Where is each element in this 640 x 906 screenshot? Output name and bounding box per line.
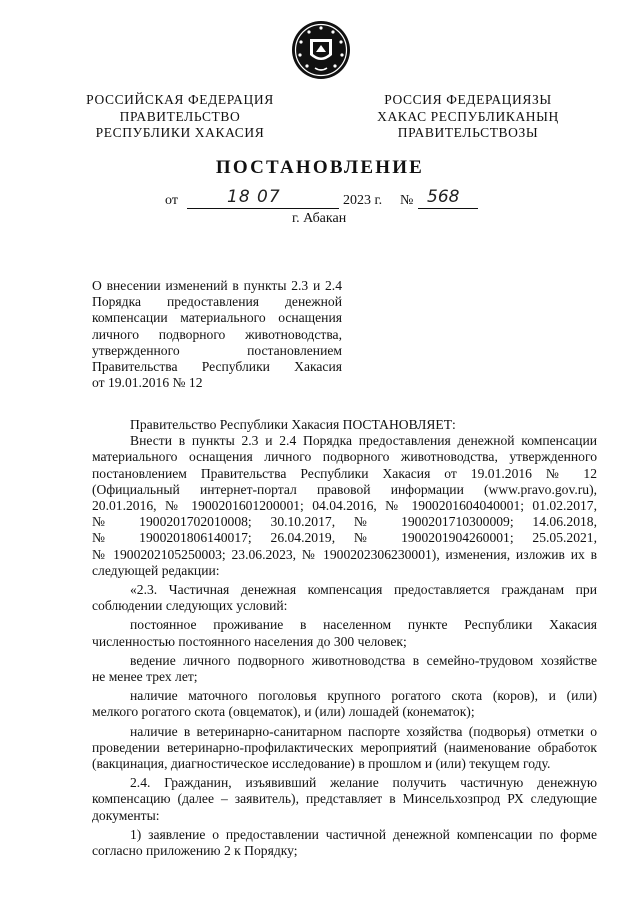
- body-line: следующей редакции:: [92, 562, 220, 578]
- paragraph-2-3: [92, 582, 597, 614]
- header-right-line: РОССИЯ ФЕДЕРАЦИЯЗЫ: [384, 92, 552, 107]
- paragraph-2-4: [92, 775, 597, 824]
- body-line: документы:: [92, 807, 160, 823]
- body-line: 1) заявление о предоставлении частичной денежной компенсации по форме: [130, 826, 597, 842]
- body-line: проведении ветеринарно-профилактических мероприятий (наименование обработок: [92, 739, 597, 755]
- body-line: материального оснащения личного подворного животноводства, утвержденного: [92, 449, 597, 465]
- document-city: г. Абакан: [292, 211, 347, 226]
- header-left-line: РОССИЙСКАЯ ФЕДЕРАЦИЯ: [86, 92, 274, 107]
- body-line: мелкого рогатого скота (овцематок), и (или) лошадей (конематок);: [92, 704, 475, 720]
- condition-residence: [92, 617, 597, 649]
- body-intro: Правительство Республики Хакасия ПОСТАНОВЛЯЕТ:: [130, 417, 456, 432]
- document-subject: [92, 278, 342, 391]
- document-title: ПОСТАНОВЛЕНИЕ: [215, 157, 425, 178]
- body-line: № 1900201806140017; 26.04.2019, № 1900201904260001; 25.05.2021,: [92, 530, 597, 546]
- body-line: компенсацию (далее – заявитель), представляет в Минсельхозпрод РХ следующие: [92, 791, 597, 807]
- handwritten-date: 18 07: [227, 187, 281, 207]
- header-russian: [80, 92, 280, 142]
- body-line: согласно приложению 2 к Порядку;: [92, 843, 298, 859]
- republic-coat-of-arms-icon: [290, 19, 352, 81]
- subject-line: утвержденного постановлением: [92, 342, 342, 358]
- condition-livestock-years: [92, 653, 597, 685]
- body-line: ведение личного подворного животноводства в семейно-трудовом хозяйстве: [130, 652, 597, 668]
- subject-line: от 19.01.2016 № 12: [92, 375, 203, 391]
- condition-breeding-stock: [92, 688, 597, 720]
- body-line: № 1900202105250003; 23.06.2023, № 1900202306230001), изменения, изложив их в: [92, 546, 597, 562]
- body-line: 20.01.2016, № 1900201601200001; 04.04.2016, № 1900201604040001; 01.02.2017,: [92, 498, 597, 514]
- number-label: №: [400, 193, 414, 208]
- subject-line: Правительства Республики Хакасия: [92, 359, 342, 375]
- subject-line: Порядка предоставления денежной: [92, 294, 342, 310]
- subject-line: личного подворного животноводства,: [92, 326, 342, 342]
- body-line: наличие маточного поголовья крупного рогатого скота (коров), и (или): [130, 688, 597, 704]
- body-line: (Официальный интернет-портал правовой информации (www.pravo.gov.ru),: [92, 481, 597, 497]
- date-prefix: от: [165, 193, 178, 208]
- condition-veterinary: [92, 724, 597, 773]
- body-line: № 1900201702010008; 30.10.2017, № 1900201710300009; 14.06.2018,: [92, 514, 597, 530]
- body-line: постоянное проживание в населенном пункте Республики Хакасия: [130, 617, 597, 633]
- number-underline: [418, 208, 478, 209]
- document-body: [92, 417, 597, 859]
- header-right-line: ХАКАС РЕСПУБЛИКАНЫҢ: [377, 108, 559, 124]
- subject-line: О внесении изменений в пункты 2.3 и 2.4: [92, 278, 342, 293]
- body-line: 2.4. Гражданин, изъявивший желание получить частичную денежную: [130, 775, 597, 791]
- body-line: (вакцинация, диагностическое исследование) в прошлом и (или) текущем году.: [92, 756, 551, 772]
- body-line: соблюдении следующих условий:: [92, 598, 288, 614]
- subject-line: компенсации материального оснащения: [92, 310, 342, 326]
- body-line: «2.3. Частичная денежная компенсация предоставляется гражданам при: [130, 582, 597, 598]
- header-right-line: ПРАВИТЕЛЬСТВОЗЫ: [397, 125, 539, 140]
- body-line: не менее трех лет;: [92, 669, 198, 685]
- document-item-1: [92, 827, 597, 859]
- handwritten-number: 568: [427, 187, 460, 207]
- body-line: наличие в ветеринарно-санитарном паспорте хозяйства (подворья) отметки о: [130, 723, 597, 739]
- header-left-line: ПРАВИТЕЛЬСТВО: [119, 108, 241, 124]
- header-left-line: РЕСПУБЛИКИ ХАКАСИЯ: [95, 125, 265, 140]
- body-line: численностью постоянного населения до 300 человек;: [92, 633, 407, 649]
- date-underline: [187, 208, 339, 209]
- header-khakas: [368, 92, 568, 142]
- document-year: 2023 г.: [343, 193, 383, 208]
- paragraph-amendment: [92, 433, 597, 579]
- body-line: постановлением Правительства Республики Хакасия от 19.01.2016 № 12: [92, 465, 597, 481]
- body-line: Внести в пункты 2.3 и 2.4 Порядка предоставления денежной компенсации: [130, 433, 597, 449]
